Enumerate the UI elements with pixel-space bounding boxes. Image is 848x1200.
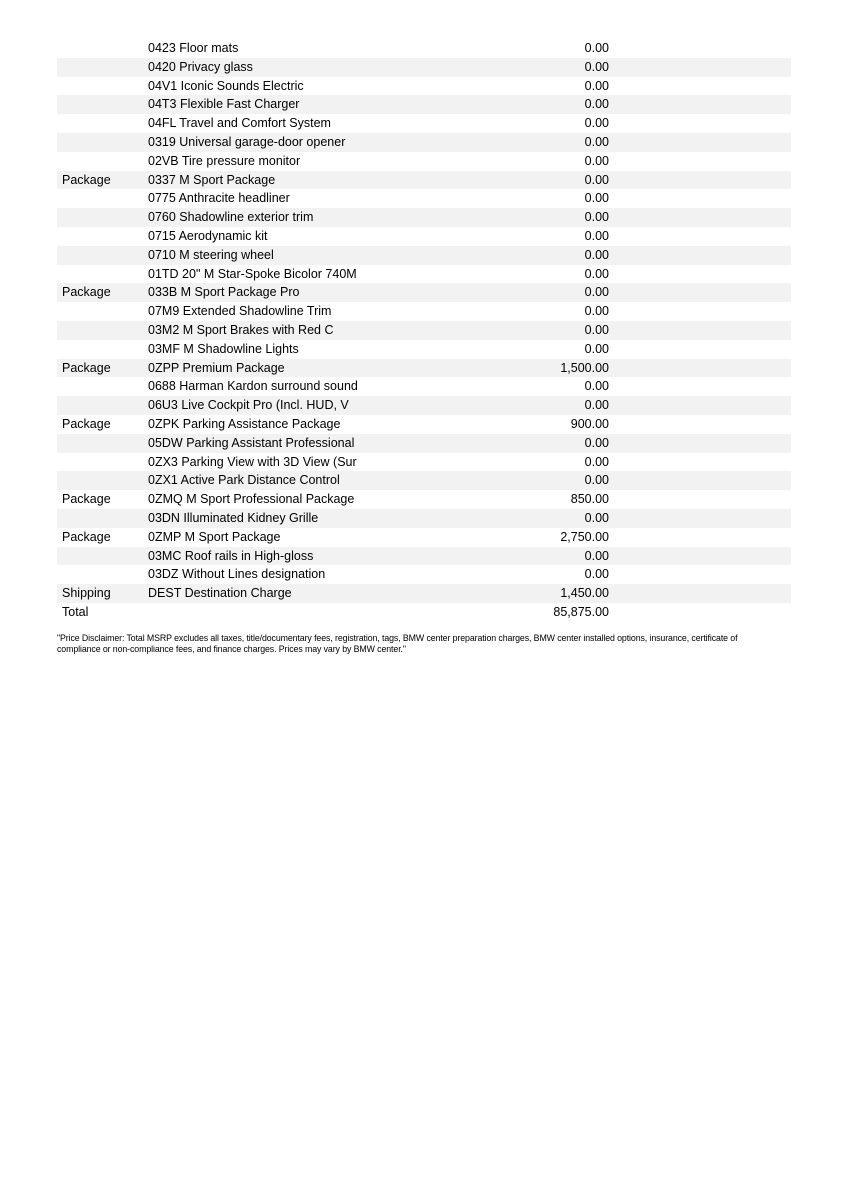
price-cell: 0.00 xyxy=(584,266,609,281)
item-cell: 02VB Tire pressure monitor xyxy=(148,153,301,168)
price-cell: 0.00 xyxy=(584,134,609,149)
price-cell: 0.00 xyxy=(584,78,609,93)
item-cell: 04V1 Iconic Sounds Electric xyxy=(148,78,304,93)
item-cell: 05DW Parking Assistant Professional xyxy=(148,435,355,450)
table-row xyxy=(57,58,791,77)
price-cell: 900.00 xyxy=(570,416,609,431)
price-cell: 0.00 xyxy=(584,59,609,74)
price-cell: 0.00 xyxy=(584,210,609,225)
price-cell: 0.00 xyxy=(584,304,609,319)
price-cell: 0.00 xyxy=(584,97,609,112)
price-cell: 850.00 xyxy=(570,492,609,507)
price-cell: 0.00 xyxy=(584,247,609,262)
table-row xyxy=(57,114,791,133)
table-row xyxy=(57,584,791,603)
options-table xyxy=(57,39,791,622)
price-cell: 0.00 xyxy=(584,398,609,413)
table-row xyxy=(57,283,791,302)
price-cell: 0.00 xyxy=(584,322,609,337)
table-row xyxy=(57,265,791,284)
price-cell: 0.00 xyxy=(584,172,609,187)
price-cell: 0.00 xyxy=(584,548,609,563)
item-cell: 0423 Floor mats xyxy=(148,41,239,55)
table-row xyxy=(57,509,791,528)
price-cell: 0.00 xyxy=(584,116,609,131)
category-cell: Package xyxy=(62,492,111,507)
price-cell: 0.00 xyxy=(584,473,609,488)
item-cell: 0319 Universal garage-door opener xyxy=(148,134,346,149)
item-cell: 0337 M Sport Package xyxy=(148,172,276,187)
category-cell: Total xyxy=(62,604,89,619)
table-row xyxy=(57,246,791,265)
item-cell: 01TD 20" M Star-Spoke Bicolor 740M xyxy=(148,266,357,281)
category-cell: Package xyxy=(62,172,111,187)
price-cell: 2,750.00 xyxy=(560,529,609,544)
total-row xyxy=(57,603,791,622)
item-cell: 04FL Travel and Comfort System xyxy=(148,116,331,131)
category-cell: Package xyxy=(62,416,111,431)
price-cell: 0.00 xyxy=(584,228,609,243)
table-row xyxy=(57,152,791,171)
item-cell: 0ZMQ M Sport Professional Package xyxy=(148,492,355,507)
table-row xyxy=(57,302,791,321)
price-cell: 1,500.00 xyxy=(560,360,609,375)
item-cell: DEST Destination Charge xyxy=(148,586,292,601)
table-row xyxy=(57,453,791,472)
price-cell: 0.00 xyxy=(584,341,609,356)
table-row xyxy=(57,39,791,58)
table-row xyxy=(57,471,791,490)
category-cell: Shipping xyxy=(62,586,111,601)
price-cell: 0.00 xyxy=(584,285,609,300)
price-cell: 0.00 xyxy=(584,435,609,450)
item-cell: 0775 Anthracite headliner xyxy=(148,191,290,206)
table-row xyxy=(57,208,791,227)
table-row xyxy=(57,377,791,396)
category-cell: Package xyxy=(62,285,111,300)
table-row xyxy=(57,396,791,415)
item-cell: 06U3 Live Cockpit Pro (Incl. HUD, V xyxy=(148,398,349,413)
item-cell: 0710 M steering wheel xyxy=(148,247,274,262)
item-cell: 0ZMP M Sport Package xyxy=(148,529,281,544)
item-cell: 0420 Privacy glass xyxy=(148,59,253,74)
table-row xyxy=(57,528,791,547)
table-row xyxy=(57,321,791,340)
price-disclaimer: "Price Disclaimer: Total MSRP excludes all taxes, title/documentary fees, registration, tags, BMW center preparation charges, BMW center installed options, insurance, certificate of compliance or non-compliance fees, and finance charges. Prices may vary by BMW center." xyxy=(57,633,738,654)
category-cell: Package xyxy=(62,360,111,375)
table-row xyxy=(57,340,791,359)
item-cell: 03MC Roof rails in High-gloss xyxy=(148,548,314,563)
price-cell: 1,450.00 xyxy=(560,586,609,601)
price-cell: 0.00 xyxy=(584,191,609,206)
item-cell: 03M2 M Sport Brakes with Red C xyxy=(148,322,334,337)
table-row xyxy=(57,171,791,190)
table-row xyxy=(57,565,791,584)
table-row xyxy=(57,547,791,566)
item-cell: 07M9 Extended Shadowline Trim xyxy=(148,304,332,319)
item-cell: 0ZPP Premium Package xyxy=(148,360,285,375)
price-cell: 0.00 xyxy=(584,454,609,469)
table-row xyxy=(57,359,791,378)
table-row xyxy=(57,490,791,509)
price-cell: 0.00 xyxy=(584,41,609,55)
item-cell: 0ZX1 Active Park Distance Control xyxy=(148,473,340,488)
table-row xyxy=(57,415,791,434)
table-row xyxy=(57,77,791,96)
price-cell: 85,875.00 xyxy=(553,604,609,619)
table-row xyxy=(57,189,791,208)
item-cell: 04T3 Flexible Fast Charger xyxy=(148,97,300,112)
item-cell: 03DN Illuminated Kidney Grille xyxy=(148,510,319,525)
item-cell: 0ZPK Parking Assistance Package xyxy=(148,416,341,431)
item-cell: 03MF M Shadowline Lights xyxy=(148,341,299,356)
item-cell: 0760 Shadowline exterior trim xyxy=(148,210,314,225)
price-cell: 0.00 xyxy=(584,379,609,394)
price-cell: 0.00 xyxy=(584,567,609,582)
item-cell: 0715 Aerodynamic kit xyxy=(148,228,268,243)
table-row xyxy=(57,434,791,453)
item-cell: 03DZ Without Lines designation xyxy=(148,567,326,582)
table-row xyxy=(57,133,791,152)
item-cell: 0688 Harman Kardon surround sound xyxy=(148,379,358,394)
table-row xyxy=(57,227,791,246)
price-cell: 0.00 xyxy=(584,153,609,168)
price-cell: 0.00 xyxy=(584,510,609,525)
table-row xyxy=(57,95,791,114)
item-cell: 0ZX3 Parking View with 3D View (Sur xyxy=(148,454,357,469)
item-cell: 033B M Sport Package Pro xyxy=(148,285,300,300)
category-cell: Package xyxy=(62,529,111,544)
